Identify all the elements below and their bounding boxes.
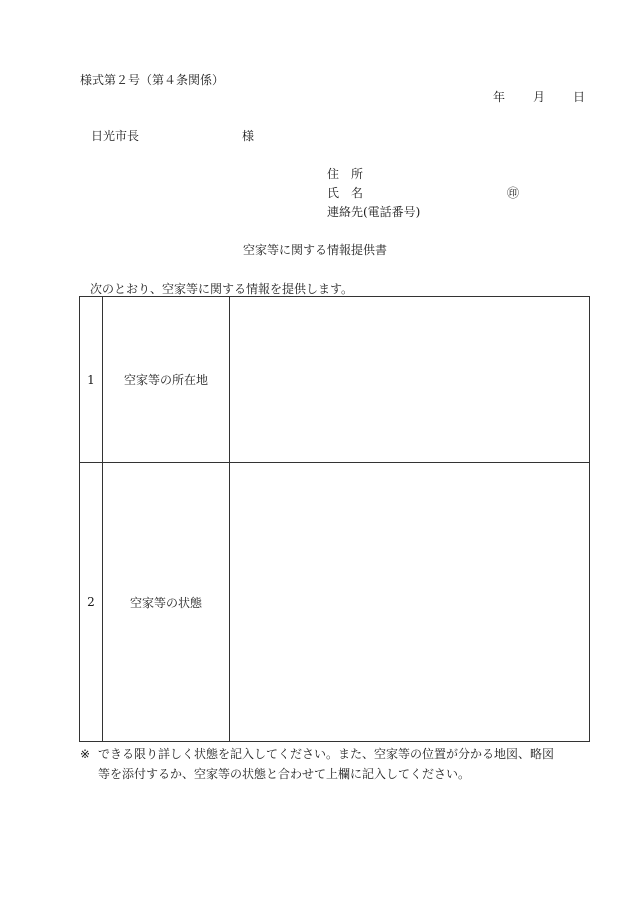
table-row-location — [80, 297, 590, 463]
condition-input-cell[interactable] — [230, 463, 590, 742]
note — [80, 744, 600, 784]
addressee-name: 日光市長 — [91, 129, 140, 143]
date-day-label: 日 — [572, 90, 585, 104]
row-item-label: 空家等の所在地 — [103, 297, 230, 463]
table-row-condition — [80, 463, 590, 742]
location-input-cell[interactable] — [230, 297, 590, 463]
seal-mark: ㊞ — [507, 186, 520, 200]
sender-contact-label: 連絡先(電話番号) — [327, 205, 421, 219]
addressee — [91, 127, 255, 144]
date-year-label: 年 — [492, 90, 505, 104]
form-number: 様式第２号（第４条関係） — [80, 73, 225, 87]
addressee-honorific: 様 — [242, 129, 255, 143]
date-month-label: 月 — [532, 90, 545, 104]
date-line — [493, 88, 585, 105]
sender-name-row — [327, 184, 520, 203]
intro-text: 次のとおり、空家等に関する情報を提供します。 — [90, 282, 354, 296]
row-number: 1 — [80, 297, 103, 463]
row-number: 2 — [80, 463, 103, 742]
note-mark: ※ — [80, 747, 91, 761]
row-item-label: 空家等の状態 — [103, 463, 230, 742]
info-table — [79, 296, 590, 742]
note-line-2: 等を添付するか、空家等の状態と合わせて上欄に記入してください。 — [98, 767, 471, 781]
sender-name-label: 氏 名 — [327, 186, 364, 200]
sender-block — [327, 165, 520, 222]
document-title: 空家等に関する情報提供書 — [242, 243, 387, 257]
sender-address-label: 住 所 — [327, 167, 364, 181]
note-line-1: できる限り詳しく状態を記入してください。また、空家等の位置が分かる地図、略図 — [98, 747, 555, 761]
